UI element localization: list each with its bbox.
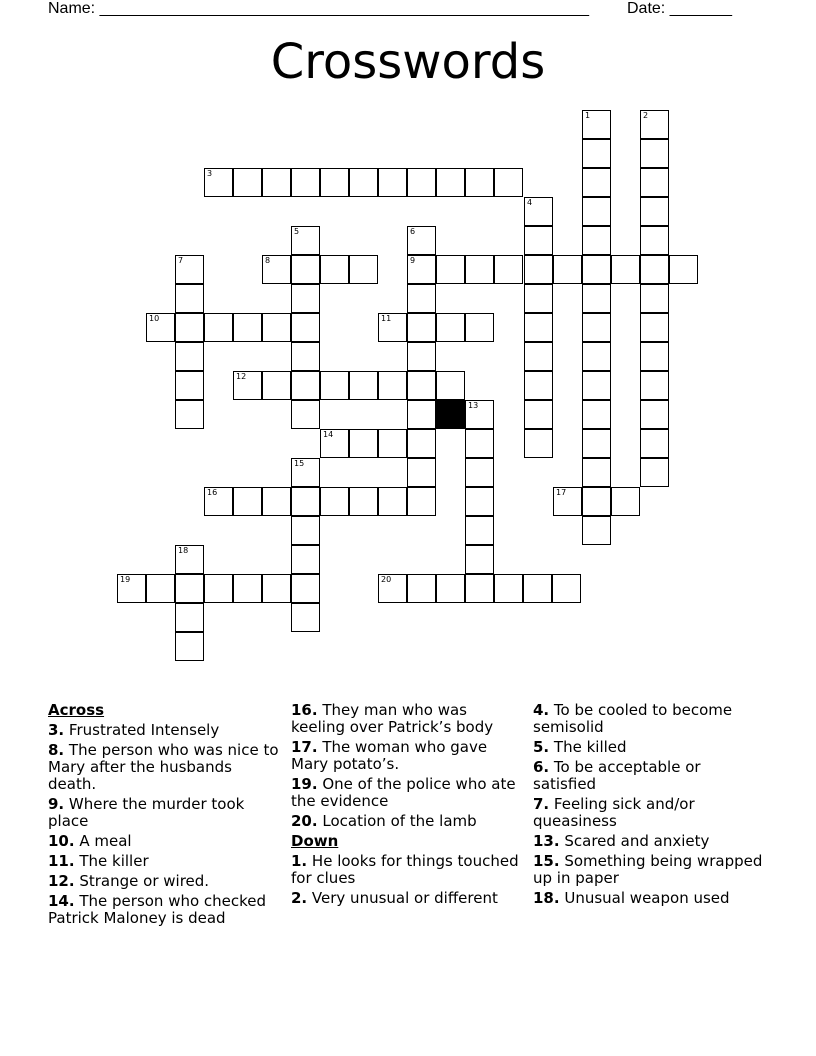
clue-number: 20: [381, 575, 392, 584]
grid-cell-7[interactable]: [175, 255, 204, 284]
grid-cell[interactable]: [669, 255, 698, 284]
grid-cell[interactable]: [582, 168, 611, 197]
grid-cell-9[interactable]: [407, 255, 436, 284]
grid-cell[interactable]: [262, 487, 291, 516]
grid-cell-1[interactable]: [582, 110, 611, 139]
page-title: Crosswords: [270, 34, 546, 90]
grid-cell[interactable]: [465, 458, 494, 487]
grid-cell[interactable]: [407, 284, 436, 313]
clue-column-3: [533, 702, 765, 910]
grid-cell[interactable]: [378, 168, 407, 197]
grid-cell[interactable]: [523, 574, 552, 603]
clue-number: 9: [410, 256, 416, 265]
grid-cell[interactable]: [524, 342, 553, 371]
grid-cell-10[interactable]: [146, 313, 175, 342]
grid-cell[interactable]: [640, 458, 669, 487]
grid-cell[interactable]: [582, 197, 611, 226]
grid-cell[interactable]: [291, 342, 320, 371]
grid-cell[interactable]: [465, 255, 494, 284]
grid-cell[interactable]: [175, 574, 204, 603]
grid-cell[interactable]: [320, 487, 349, 516]
grid-cell-15[interactable]: [291, 458, 320, 487]
grid-cell[interactable]: [262, 168, 291, 197]
grid-cell-4[interactable]: [524, 197, 553, 226]
grid-cell[interactable]: [582, 429, 611, 458]
grid-cell[interactable]: [582, 516, 611, 545]
clue-number: 14: [323, 430, 334, 439]
grid-cell[interactable]: [407, 342, 436, 371]
grid-cell[interactable]: [407, 458, 436, 487]
grid-cell[interactable]: [233, 168, 262, 197]
grid-cell[interactable]: [465, 168, 494, 197]
grid-cell-13[interactable]: [465, 400, 494, 429]
grid-cell-2[interactable]: [640, 110, 669, 139]
grid-cell[interactable]: [524, 371, 553, 400]
grid-cell[interactable]: [582, 313, 611, 342]
grid-cell[interactable]: [291, 545, 320, 574]
grid-cell[interactable]: [640, 400, 669, 429]
grid-cell-19[interactable]: [117, 574, 146, 603]
grid-cell[interactable]: [175, 313, 204, 342]
grid-cell-3[interactable]: [204, 168, 233, 197]
grid-cell[interactable]: [175, 284, 204, 313]
grid-cell[interactable]: [291, 574, 320, 603]
grid-cell[interactable]: [582, 371, 611, 400]
grid-cell[interactable]: [640, 313, 669, 342]
grid-cell[interactable]: [233, 574, 262, 603]
clue-down-2: 2. Very unusual or different: [291, 889, 498, 907]
grid-cell[interactable]: [582, 284, 611, 313]
grid-cell[interactable]: [611, 487, 640, 516]
grid-cell[interactable]: [262, 313, 291, 342]
grid-cell[interactable]: [262, 574, 291, 603]
grid-cell[interactable]: [349, 371, 378, 400]
grid-cell[interactable]: [407, 429, 436, 458]
grid-cell[interactable]: [291, 516, 320, 545]
grid-cell[interactable]: [349, 487, 378, 516]
grid-cell[interactable]: [146, 574, 175, 603]
grid-cell[interactable]: [291, 284, 320, 313]
grid-cell[interactable]: [233, 313, 262, 342]
grid-cell[interactable]: [524, 400, 553, 429]
grid-cell[interactable]: [611, 255, 640, 284]
down-heading: Down: [291, 832, 339, 850]
grid-cell-12[interactable]: [233, 371, 262, 400]
grid-cell[interactable]: [175, 632, 204, 661]
grid-cell[interactable]: [465, 574, 494, 603]
grid-cell[interactable]: [291, 603, 320, 632]
grid-cell[interactable]: [494, 255, 523, 284]
grid-cell[interactable]: [291, 400, 320, 429]
clue-number: 10: [149, 314, 160, 323]
grid-cell[interactable]: [204, 313, 233, 342]
grid-cell[interactable]: [407, 400, 436, 429]
clue-number: 18: [178, 546, 189, 555]
clue-across-17: 17. The woman who gave Mary potato’s.: [291, 738, 488, 773]
clue-across-12: 12. Strange or wired.: [48, 872, 210, 890]
grid-cell[interactable]: [552, 574, 581, 603]
clue-across-14: 14. The person who checked Patrick Maloney is dead: [48, 892, 267, 927]
grid-cell[interactable]: [465, 487, 494, 516]
grid-cell[interactable]: [204, 574, 233, 603]
grid-cell[interactable]: [436, 371, 465, 400]
clue-number: 1: [585, 111, 591, 120]
grid-cell[interactable]: [524, 429, 553, 458]
grid-cell[interactable]: [378, 487, 407, 516]
clue-down-5: 5. The killed: [533, 738, 627, 756]
date-field-label: Date: _______: [627, 0, 732, 17]
grid-cell-16[interactable]: [204, 487, 233, 516]
grid-cell[interactable]: [640, 371, 669, 400]
grid-cell[interactable]: [582, 226, 611, 255]
grid-cell[interactable]: [175, 371, 204, 400]
clue-down-13: 13. Scared and anxiety: [533, 832, 710, 850]
grid-cell[interactable]: [640, 255, 669, 284]
grid-cell[interactable]: [465, 545, 494, 574]
grid-cell-14[interactable]: [320, 429, 349, 458]
grid-cell-18[interactable]: [175, 545, 204, 574]
grid-cell[interactable]: [291, 168, 320, 197]
grid-cell[interactable]: [494, 574, 523, 603]
grid-cell[interactable]: [407, 313, 436, 342]
clue-down-6: 6. To be acceptable or satisfied: [533, 758, 701, 793]
grid-cell[interactable]: [291, 487, 320, 516]
grid-cell[interactable]: [640, 197, 669, 226]
grid-cell[interactable]: [349, 429, 378, 458]
grid-cell[interactable]: [640, 284, 669, 313]
grid-cell[interactable]: [582, 139, 611, 168]
grid-cell[interactable]: [640, 226, 669, 255]
grid-cell[interactable]: [407, 487, 436, 516]
grid-cell[interactable]: [436, 255, 465, 284]
clue-number: 19: [120, 575, 131, 584]
clue-across-11: 11. The killer: [48, 852, 149, 870]
grid-cell-5[interactable]: [291, 226, 320, 255]
clue-across-10: 10. A meal: [48, 832, 132, 850]
grid-cell[interactable]: [582, 487, 611, 516]
grid-cell[interactable]: [436, 313, 465, 342]
clue-number: 13: [468, 401, 479, 410]
grid-cell[interactable]: [553, 255, 582, 284]
grid-cell[interactable]: [291, 313, 320, 342]
clue-down-4: 4. To be cooled to become semisolid: [533, 701, 733, 736]
grid-cell[interactable]: [291, 255, 320, 284]
clue-number: 11: [381, 314, 392, 323]
grid-cell[interactable]: [291, 371, 320, 400]
clue-down-15: 15. Something being wrapped up in paper: [533, 852, 763, 887]
grid-cell[interactable]: [582, 400, 611, 429]
clue-across-19: 19. One of the police who ate the evidence: [291, 775, 516, 810]
clue-number: 16: [207, 488, 218, 497]
grid-cell[interactable]: [233, 487, 262, 516]
grid-cell[interactable]: [436, 574, 465, 603]
grid-cell[interactable]: [640, 429, 669, 458]
grid-cell[interactable]: [349, 255, 378, 284]
grid-cell[interactable]: [320, 371, 349, 400]
clue-number: 15: [294, 459, 305, 468]
grid-cell-11[interactable]: [378, 313, 407, 342]
across-heading: Across: [48, 701, 105, 719]
grid-cell-6[interactable]: [407, 226, 436, 255]
name-field-label: Name: _______________________________________________________: [48, 0, 589, 17]
clue-number: 8: [265, 256, 271, 265]
grid-cell[interactable]: [320, 255, 349, 284]
grid-cell[interactable]: [349, 168, 378, 197]
clue-across-20: 20. Location of the lamb: [291, 812, 477, 830]
clue-down-1: 1. He looks for things touched for clues: [291, 852, 519, 887]
grid-cell[interactable]: [407, 168, 436, 197]
clue-across-3: 3. Frustrated Intensely: [48, 721, 220, 739]
clue-number: 12: [236, 372, 247, 381]
clue-number: 6: [410, 227, 416, 236]
clue-across-16: 16. They man who was keeling over Patrick’s body: [291, 701, 494, 736]
grid-cell[interactable]: [582, 255, 611, 284]
grid-cell[interactable]: [378, 371, 407, 400]
grid-cell[interactable]: [640, 342, 669, 371]
clue-number: 5: [294, 227, 300, 236]
grid-cell[interactable]: [582, 458, 611, 487]
black-cell: [436, 400, 465, 429]
clue-number: 3: [207, 169, 213, 178]
clue-down-18: 18. Unusual weapon used: [533, 889, 730, 907]
grid-cell[interactable]: [175, 400, 204, 429]
grid-cell[interactable]: [175, 603, 204, 632]
clue-down-7: 7. Feeling sick and/or queasiness: [533, 795, 695, 830]
grid-cell[interactable]: [262, 371, 291, 400]
grid-cell[interactable]: [494, 168, 523, 197]
grid-cell[interactable]: [465, 516, 494, 545]
clue-number: 2: [643, 111, 649, 120]
grid-cell-17[interactable]: [553, 487, 582, 516]
clue-across-8: 8. The person who was nice to Mary after the husbands death.: [48, 741, 279, 793]
clue-number: 7: [178, 256, 184, 265]
grid-cell[interactable]: [465, 429, 494, 458]
grid-cell[interactable]: [524, 284, 553, 313]
grid-cell[interactable]: [524, 255, 553, 284]
clue-number: 4: [527, 198, 533, 207]
grid-cell[interactable]: [465, 313, 494, 342]
grid-cell[interactable]: [407, 371, 436, 400]
grid-cell[interactable]: [524, 226, 553, 255]
grid-cell[interactable]: [640, 168, 669, 197]
grid-cell-20[interactable]: [378, 574, 407, 603]
clue-number: 17: [556, 488, 567, 497]
grid-cell[interactable]: [524, 313, 553, 342]
grid-cell[interactable]: [582, 342, 611, 371]
grid-cell[interactable]: [436, 168, 465, 197]
grid-cell[interactable]: [320, 168, 349, 197]
clue-across-9: 9. Where the murder took place: [48, 795, 245, 830]
grid-cell-8[interactable]: [262, 255, 291, 284]
grid-cell[interactable]: [407, 574, 436, 603]
grid-cell[interactable]: [175, 342, 204, 371]
clue-column-2: [291, 702, 523, 910]
clue-column-1: [48, 702, 280, 930]
grid-cell[interactable]: [378, 429, 407, 458]
grid-cell[interactable]: [640, 139, 669, 168]
